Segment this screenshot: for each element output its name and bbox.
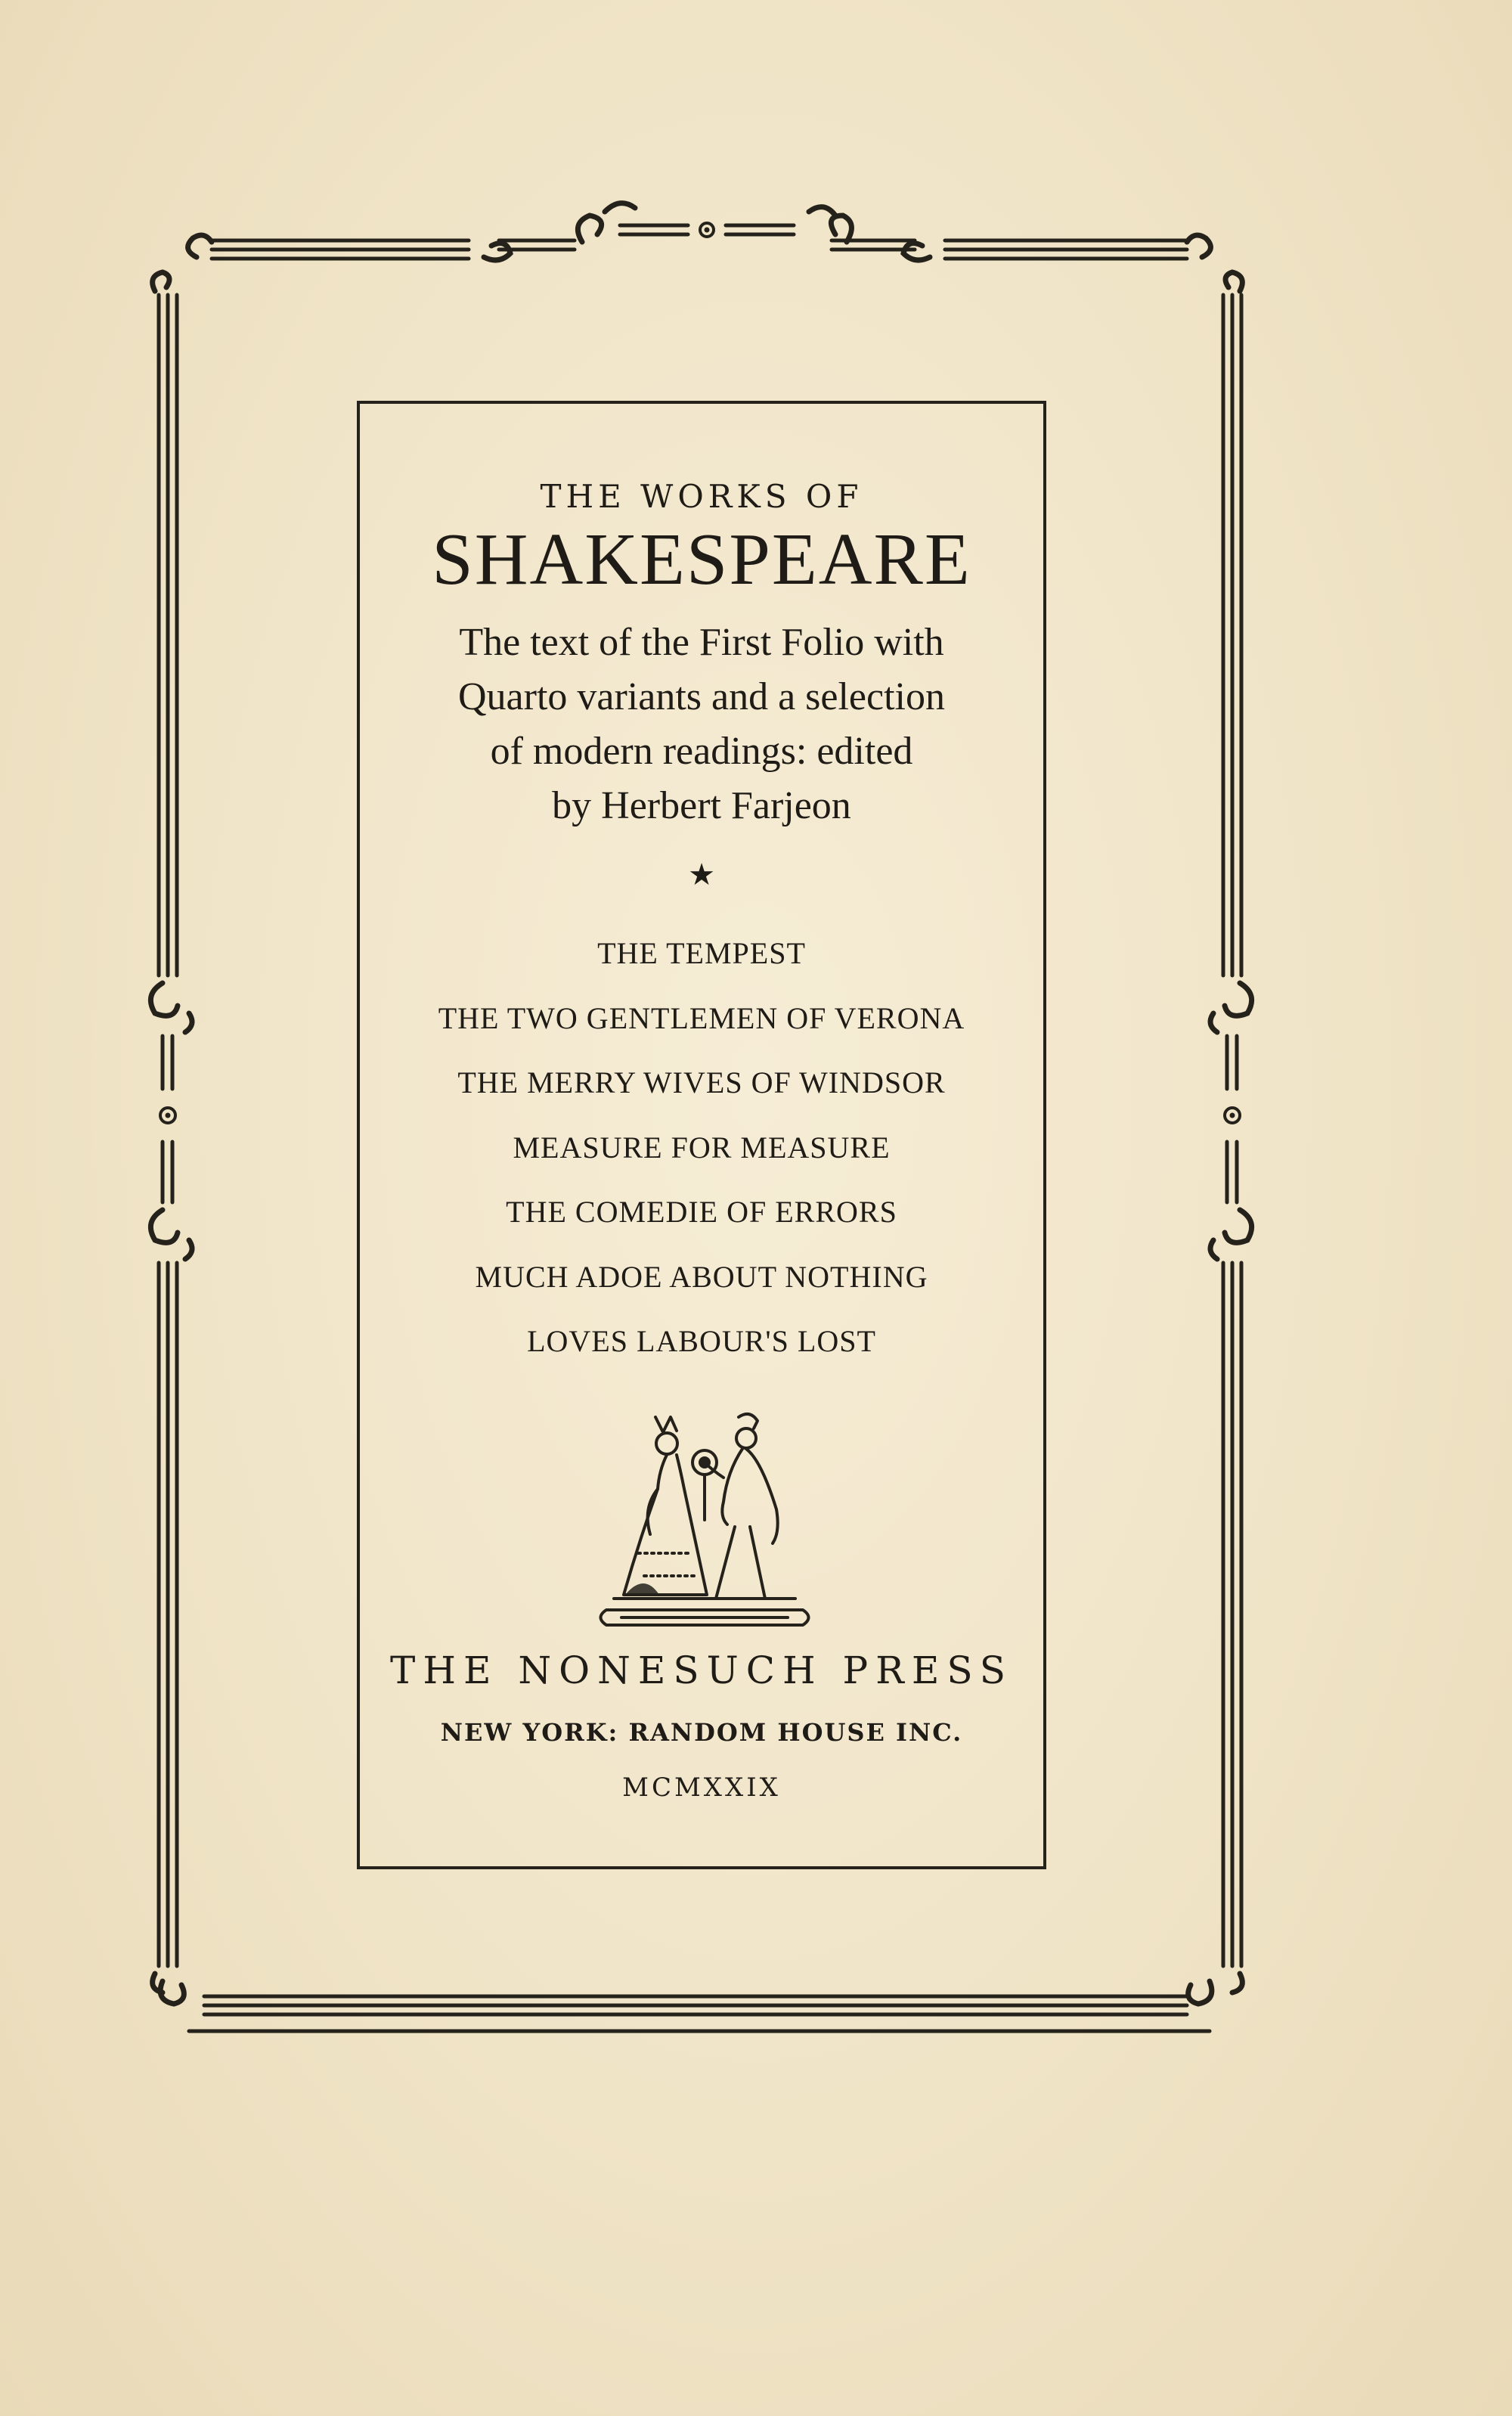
play-title: LOVES LABOUR'S LOST [527,1324,876,1358]
description-line: Quarto variants and a selection [458,675,945,718]
nonesuch-press-device-icon [591,1402,818,1652]
play-title: MUCH ADOE ABOUT NOTHING [475,1259,928,1294]
description-line: of modern readings: edited [490,730,913,773]
description-line: by Herbert Farjeon [552,784,851,827]
play-title: THE TEMPEST [597,936,806,970]
author-title: SHAKESPEARE [432,519,971,600]
press-name: THE NONESUCH PRESS [390,1648,1013,1692]
description-line: The text of the First Folio with [459,621,944,664]
title-block [357,401,1046,1869]
works-of-heading: THE WORKS OF [540,478,863,515]
play-title: THE TWO GENTLEMEN OF VERONA [438,1000,965,1035]
play-list [360,921,1043,1374]
play-title: THE MERRY WIVES OF WINDSOR [457,1065,946,1099]
publication-year: MCMXXIX [622,1772,781,1803]
play-title: MEASURE FOR MEASURE [513,1130,891,1165]
edition-description [360,616,1043,833]
publisher-line: NEW YORK: RANDOM HOUSE INC. [440,1718,963,1747]
play-title: THE COMEDIE OF ERRORS [506,1195,897,1229]
star-separator: ★ [688,858,715,892]
